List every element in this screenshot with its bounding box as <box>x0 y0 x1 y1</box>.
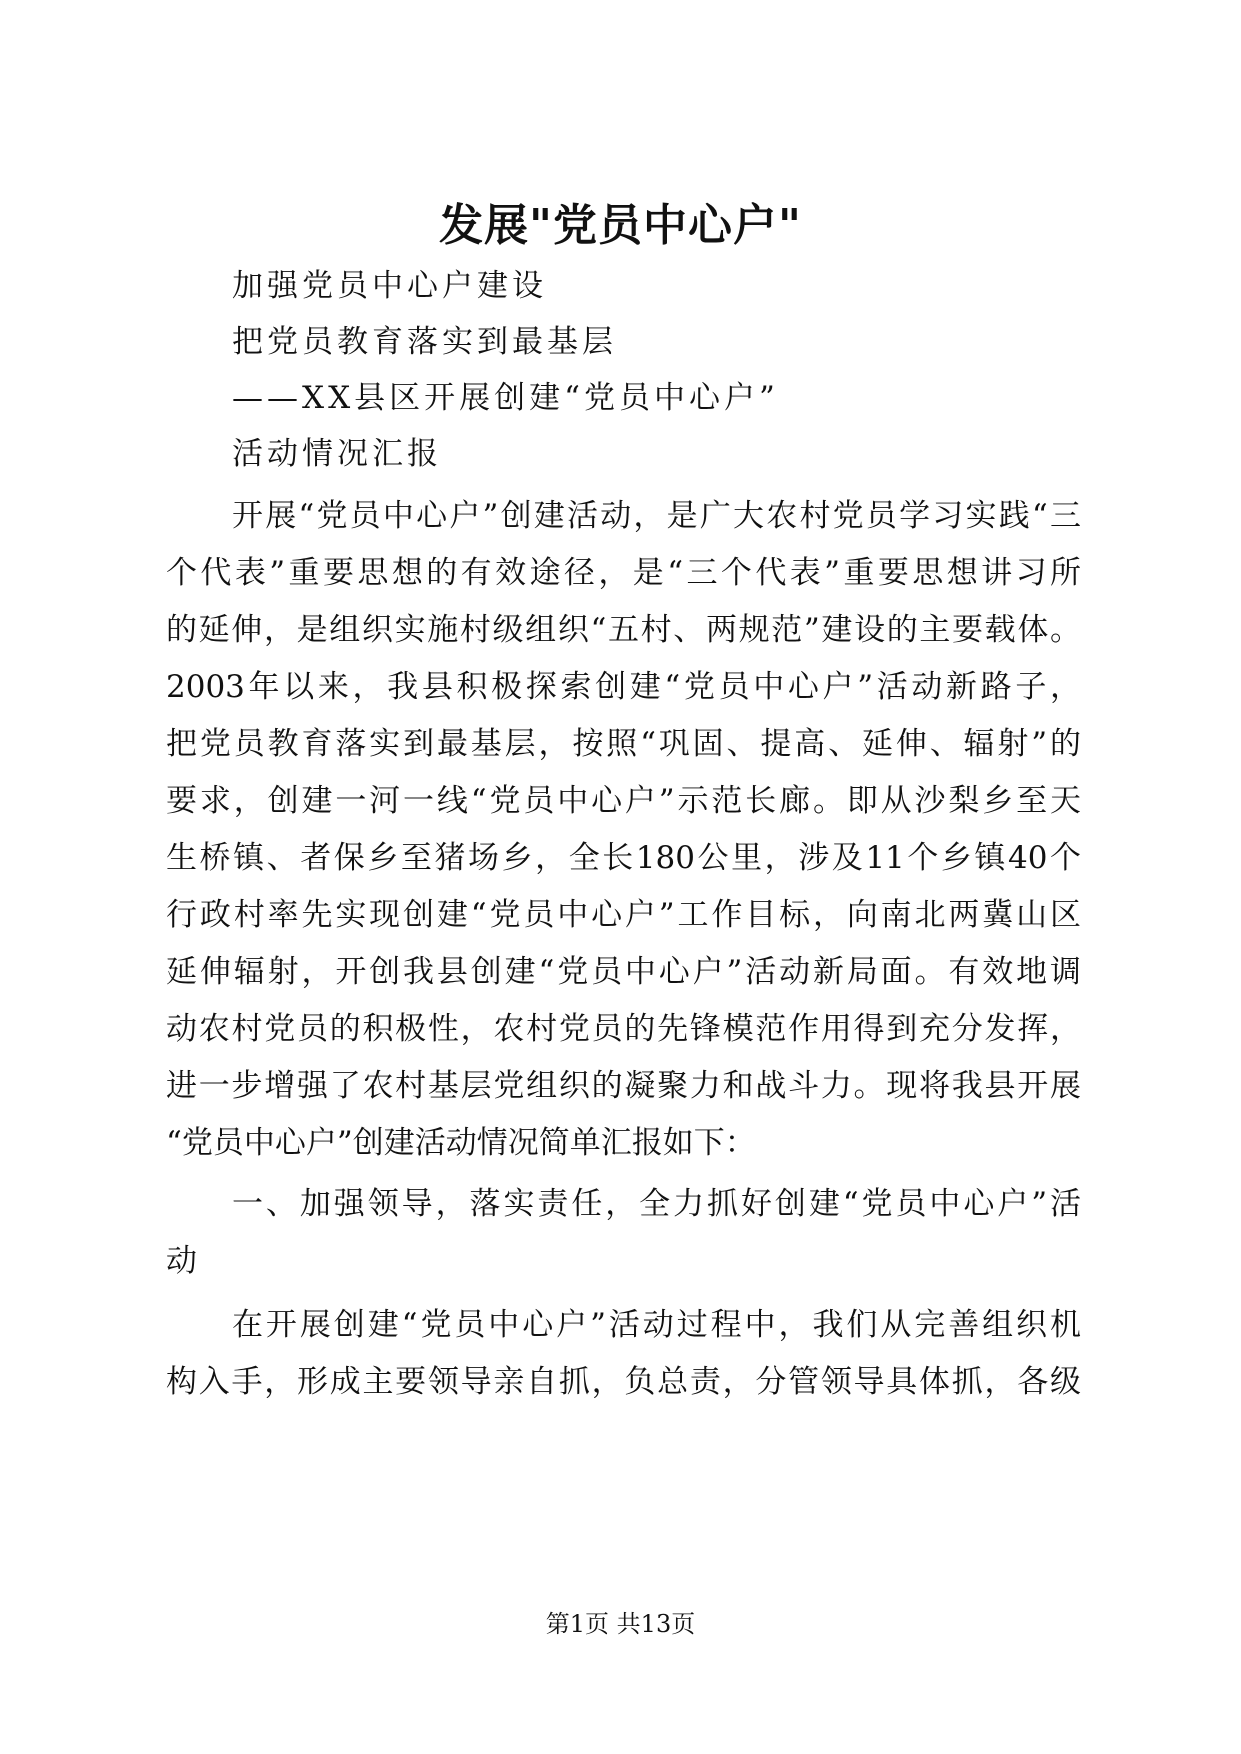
subtitle-line-1: 加强党员中心户建设 <box>232 268 547 304</box>
section-heading-line: 一、加强领导，落实责任，全力抓好创建“党员中心户”活 <box>232 1186 1081 1222</box>
paragraph-line: 2003年以来，我县积极探索创建“党员中心户”活动新路子， <box>166 669 1081 705</box>
paragraph-line: 个代表”重要思想的有效途径，是“三个代表”重要思想讲习所 <box>166 555 1081 591</box>
subtitle-line-4: 活动情况汇报 <box>232 436 442 472</box>
paragraph-line: 的延伸，是组织实施村级组织“五村、两规范”建设的主要载体。 <box>166 612 1081 648</box>
document-title: 发展"党员中心户" <box>439 200 802 251</box>
paragraph-line: 延伸辐射，开创我县创建“党员中心户”活动新局面。有效地调 <box>166 954 1081 990</box>
page-footer: 第1页 共13页 <box>545 1610 696 1638</box>
paragraph-line: 动农村党员的积极性，农村党员的先锋模范作用得到充分发挥， <box>166 1011 1081 1047</box>
section-heading-line: 动 <box>166 1243 197 1279</box>
subtitle-line-2: 把党员教育落实到最基层 <box>232 324 617 360</box>
paragraph-line: 要求，创建一河一线“党员中心户”示范长廊。即从沙梨乡至天 <box>166 783 1081 819</box>
paragraph-line: 构入手，形成主要领导亲自抓，负总责，分管领导具体抓，各级 <box>166 1364 1081 1400</box>
subtitle-line-3: ——XX县区开展创建“党员中心户” <box>232 380 779 416</box>
paragraph-line: “党员中心户”创建活动情况简单汇报如下： <box>166 1125 756 1161</box>
paragraph-line: 把党员教育落实到最基层，按照“巩固、提高、延伸、辐射”的 <box>166 726 1081 762</box>
paragraph-line: 进一步增强了农村基层党组织的凝聚力和战斗力。现将我县开展 <box>166 1068 1081 1104</box>
paragraph-line: 生桥镇、者保乡至猪场乡，全长180公里，涉及11个乡镇40个 <box>166 840 1081 876</box>
paragraph-line: 行政村率先实现创建“党员中心户”工作目标，向南北两冀山区 <box>166 897 1081 933</box>
paragraph-line: 开展“党员中心户”创建活动，是广大农村党员学习实践“三 <box>232 498 1081 534</box>
paragraph-line: 在开展创建“党员中心户”活动过程中，我们从完善组织机 <box>232 1307 1081 1343</box>
